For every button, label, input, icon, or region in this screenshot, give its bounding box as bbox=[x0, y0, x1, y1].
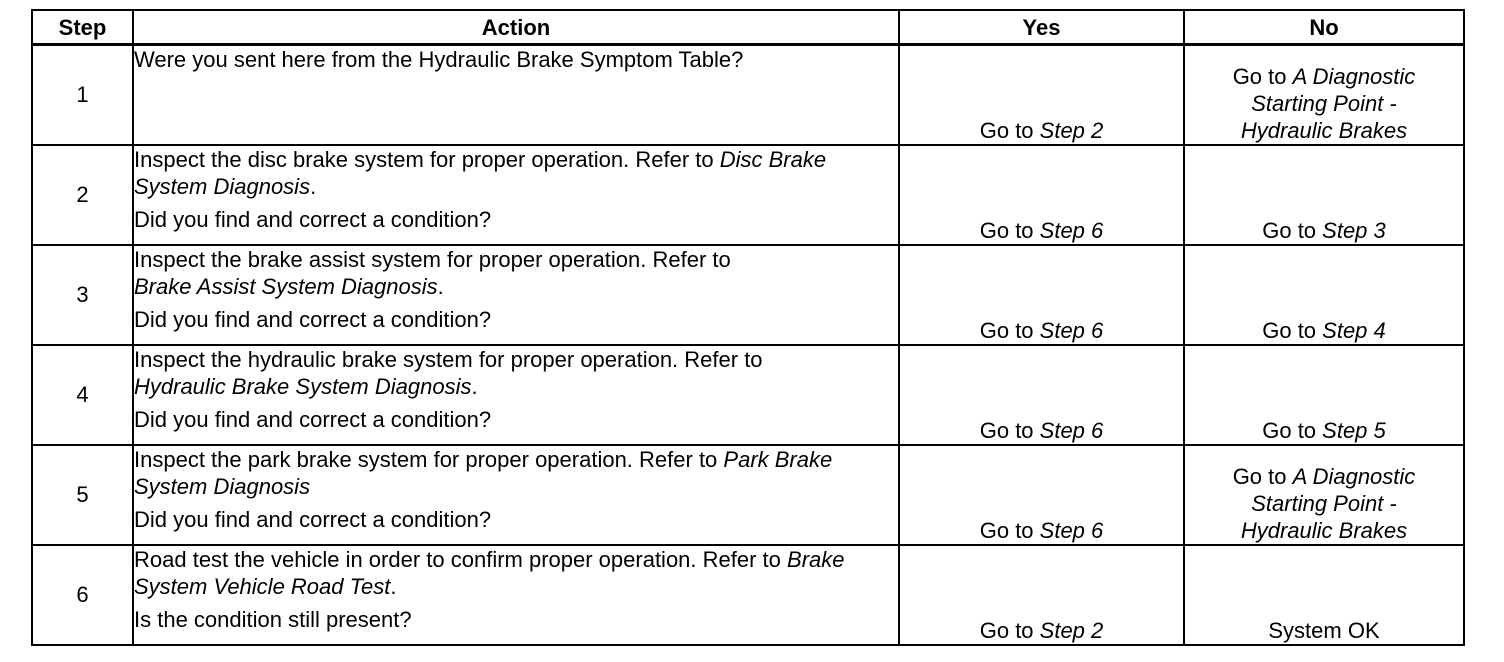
action-text: Inspect the hydraulic brake system for proper operation. Refer to bbox=[134, 346, 763, 372]
action-reference: Park Brake System Diagnosis bbox=[134, 446, 833, 499]
yes-prefix: Go to bbox=[979, 517, 1040, 543]
step-number: 5 bbox=[32, 445, 133, 545]
no-ref-line1: A Diagnostic bbox=[1292, 463, 1416, 489]
no-prefix: Go to bbox=[1232, 463, 1293, 489]
header-action: Action bbox=[133, 10, 899, 45]
no-cell bbox=[1184, 45, 1464, 145]
yes-prefix: Go to bbox=[979, 617, 1040, 643]
action-instruction bbox=[134, 346, 898, 400]
yes-step-ref: Step 2 bbox=[1039, 617, 1104, 643]
action-reference: Brake System Vehicle Road Test bbox=[134, 546, 845, 599]
no-cell bbox=[1184, 245, 1464, 345]
action-reference: Hydraulic Brake System Diagnosis bbox=[134, 373, 472, 399]
no-ref-line3: Hydraulic Brakes bbox=[1240, 117, 1408, 143]
table-row bbox=[32, 545, 1464, 645]
action-instruction bbox=[134, 246, 898, 300]
no-prefix: Go to bbox=[1262, 317, 1323, 343]
action-text: Were you sent here from the Hydraulic Brake Symptom Table? bbox=[134, 47, 744, 72]
action-instruction bbox=[134, 146, 898, 200]
yes-prefix: Go to bbox=[979, 117, 1040, 143]
yes-prefix: Go to bbox=[979, 217, 1040, 243]
action-cell bbox=[133, 545, 899, 645]
action-text: Inspect the brake assist system for proper operation. Refer to bbox=[134, 246, 731, 272]
no-prefix: Go to bbox=[1262, 417, 1323, 443]
yes-step-ref: Step 6 bbox=[1039, 517, 1104, 543]
yes-prefix: Go to bbox=[979, 417, 1040, 443]
no-prefix: Go to bbox=[1262, 217, 1323, 243]
table-row bbox=[32, 145, 1464, 245]
header-yes: Yes bbox=[899, 10, 1184, 45]
action-end: . bbox=[437, 273, 444, 299]
step-number: 2 bbox=[32, 145, 133, 245]
yes-cell bbox=[899, 445, 1184, 545]
no-cell bbox=[1184, 445, 1464, 545]
step-number: 1 bbox=[32, 45, 133, 145]
no-step-ref: Step 4 bbox=[1322, 317, 1386, 343]
action-text: Inspect the disc brake system for proper operation. Refer to bbox=[134, 146, 720, 172]
action-reference: Brake Assist System Diagnosis bbox=[134, 273, 438, 299]
action-question: Is the condition still present? bbox=[134, 606, 412, 632]
yes-cell bbox=[899, 45, 1184, 145]
yes-step-ref: Step 6 bbox=[1039, 417, 1104, 443]
step-number: 6 bbox=[32, 545, 133, 645]
action-end: . bbox=[310, 173, 317, 199]
diagnostic-table bbox=[31, 9, 1465, 646]
no-cell bbox=[1184, 545, 1464, 645]
action-cell bbox=[133, 145, 899, 245]
yes-step-ref: Step 2 bbox=[1039, 117, 1104, 143]
header-row bbox=[32, 10, 1464, 45]
step-number: 3 bbox=[32, 245, 133, 345]
action-instruction bbox=[134, 546, 898, 600]
table-row bbox=[32, 245, 1464, 345]
action-end: . bbox=[471, 373, 478, 399]
no-cell bbox=[1184, 345, 1464, 445]
no-ref-line3: Hydraulic Brakes bbox=[1240, 517, 1408, 543]
action-question: Did you find and correct a condition? bbox=[134, 206, 492, 232]
table-row bbox=[32, 45, 1464, 145]
action-cell bbox=[133, 445, 899, 545]
no-step-ref: Step 3 bbox=[1322, 217, 1386, 243]
yes-cell bbox=[899, 345, 1184, 445]
yes-cell bbox=[899, 545, 1184, 645]
no-ref-line2: Starting Point - bbox=[1251, 490, 1397, 516]
yes-step-ref: Step 6 bbox=[1039, 317, 1104, 343]
no-result: System OK bbox=[1268, 617, 1380, 643]
no-step-ref: Step 5 bbox=[1322, 417, 1386, 443]
action-cell bbox=[133, 345, 899, 445]
table-row bbox=[32, 445, 1464, 545]
action-text: Inspect the park brake system for proper operation. Refer to bbox=[134, 446, 724, 472]
action-instruction bbox=[134, 446, 898, 500]
header-step: Step bbox=[32, 10, 133, 45]
action-cell bbox=[133, 45, 899, 145]
action-cell bbox=[133, 245, 899, 345]
action-reference: Disc Brake System Diagnosis bbox=[134, 146, 827, 199]
action-question: Did you find and correct a condition? bbox=[134, 506, 492, 532]
no-prefix: Go to bbox=[1232, 63, 1293, 89]
yes-prefix: Go to bbox=[979, 317, 1040, 343]
yes-cell bbox=[899, 145, 1184, 245]
action-end: . bbox=[390, 573, 397, 599]
yes-step-ref: Step 6 bbox=[1039, 217, 1104, 243]
step-number: 4 bbox=[32, 345, 133, 445]
action-text: Road test the vehicle in order to confirm proper operation. Refer to bbox=[134, 546, 788, 572]
table-row bbox=[32, 345, 1464, 445]
action-question: Did you find and correct a condition? bbox=[134, 306, 492, 332]
no-ref-line1: A Diagnostic bbox=[1292, 63, 1416, 89]
no-cell bbox=[1184, 145, 1464, 245]
header-no: No bbox=[1184, 10, 1464, 45]
yes-cell bbox=[899, 245, 1184, 345]
action-question: Did you find and correct a condition? bbox=[134, 406, 492, 432]
no-ref-line2: Starting Point - bbox=[1251, 90, 1397, 116]
